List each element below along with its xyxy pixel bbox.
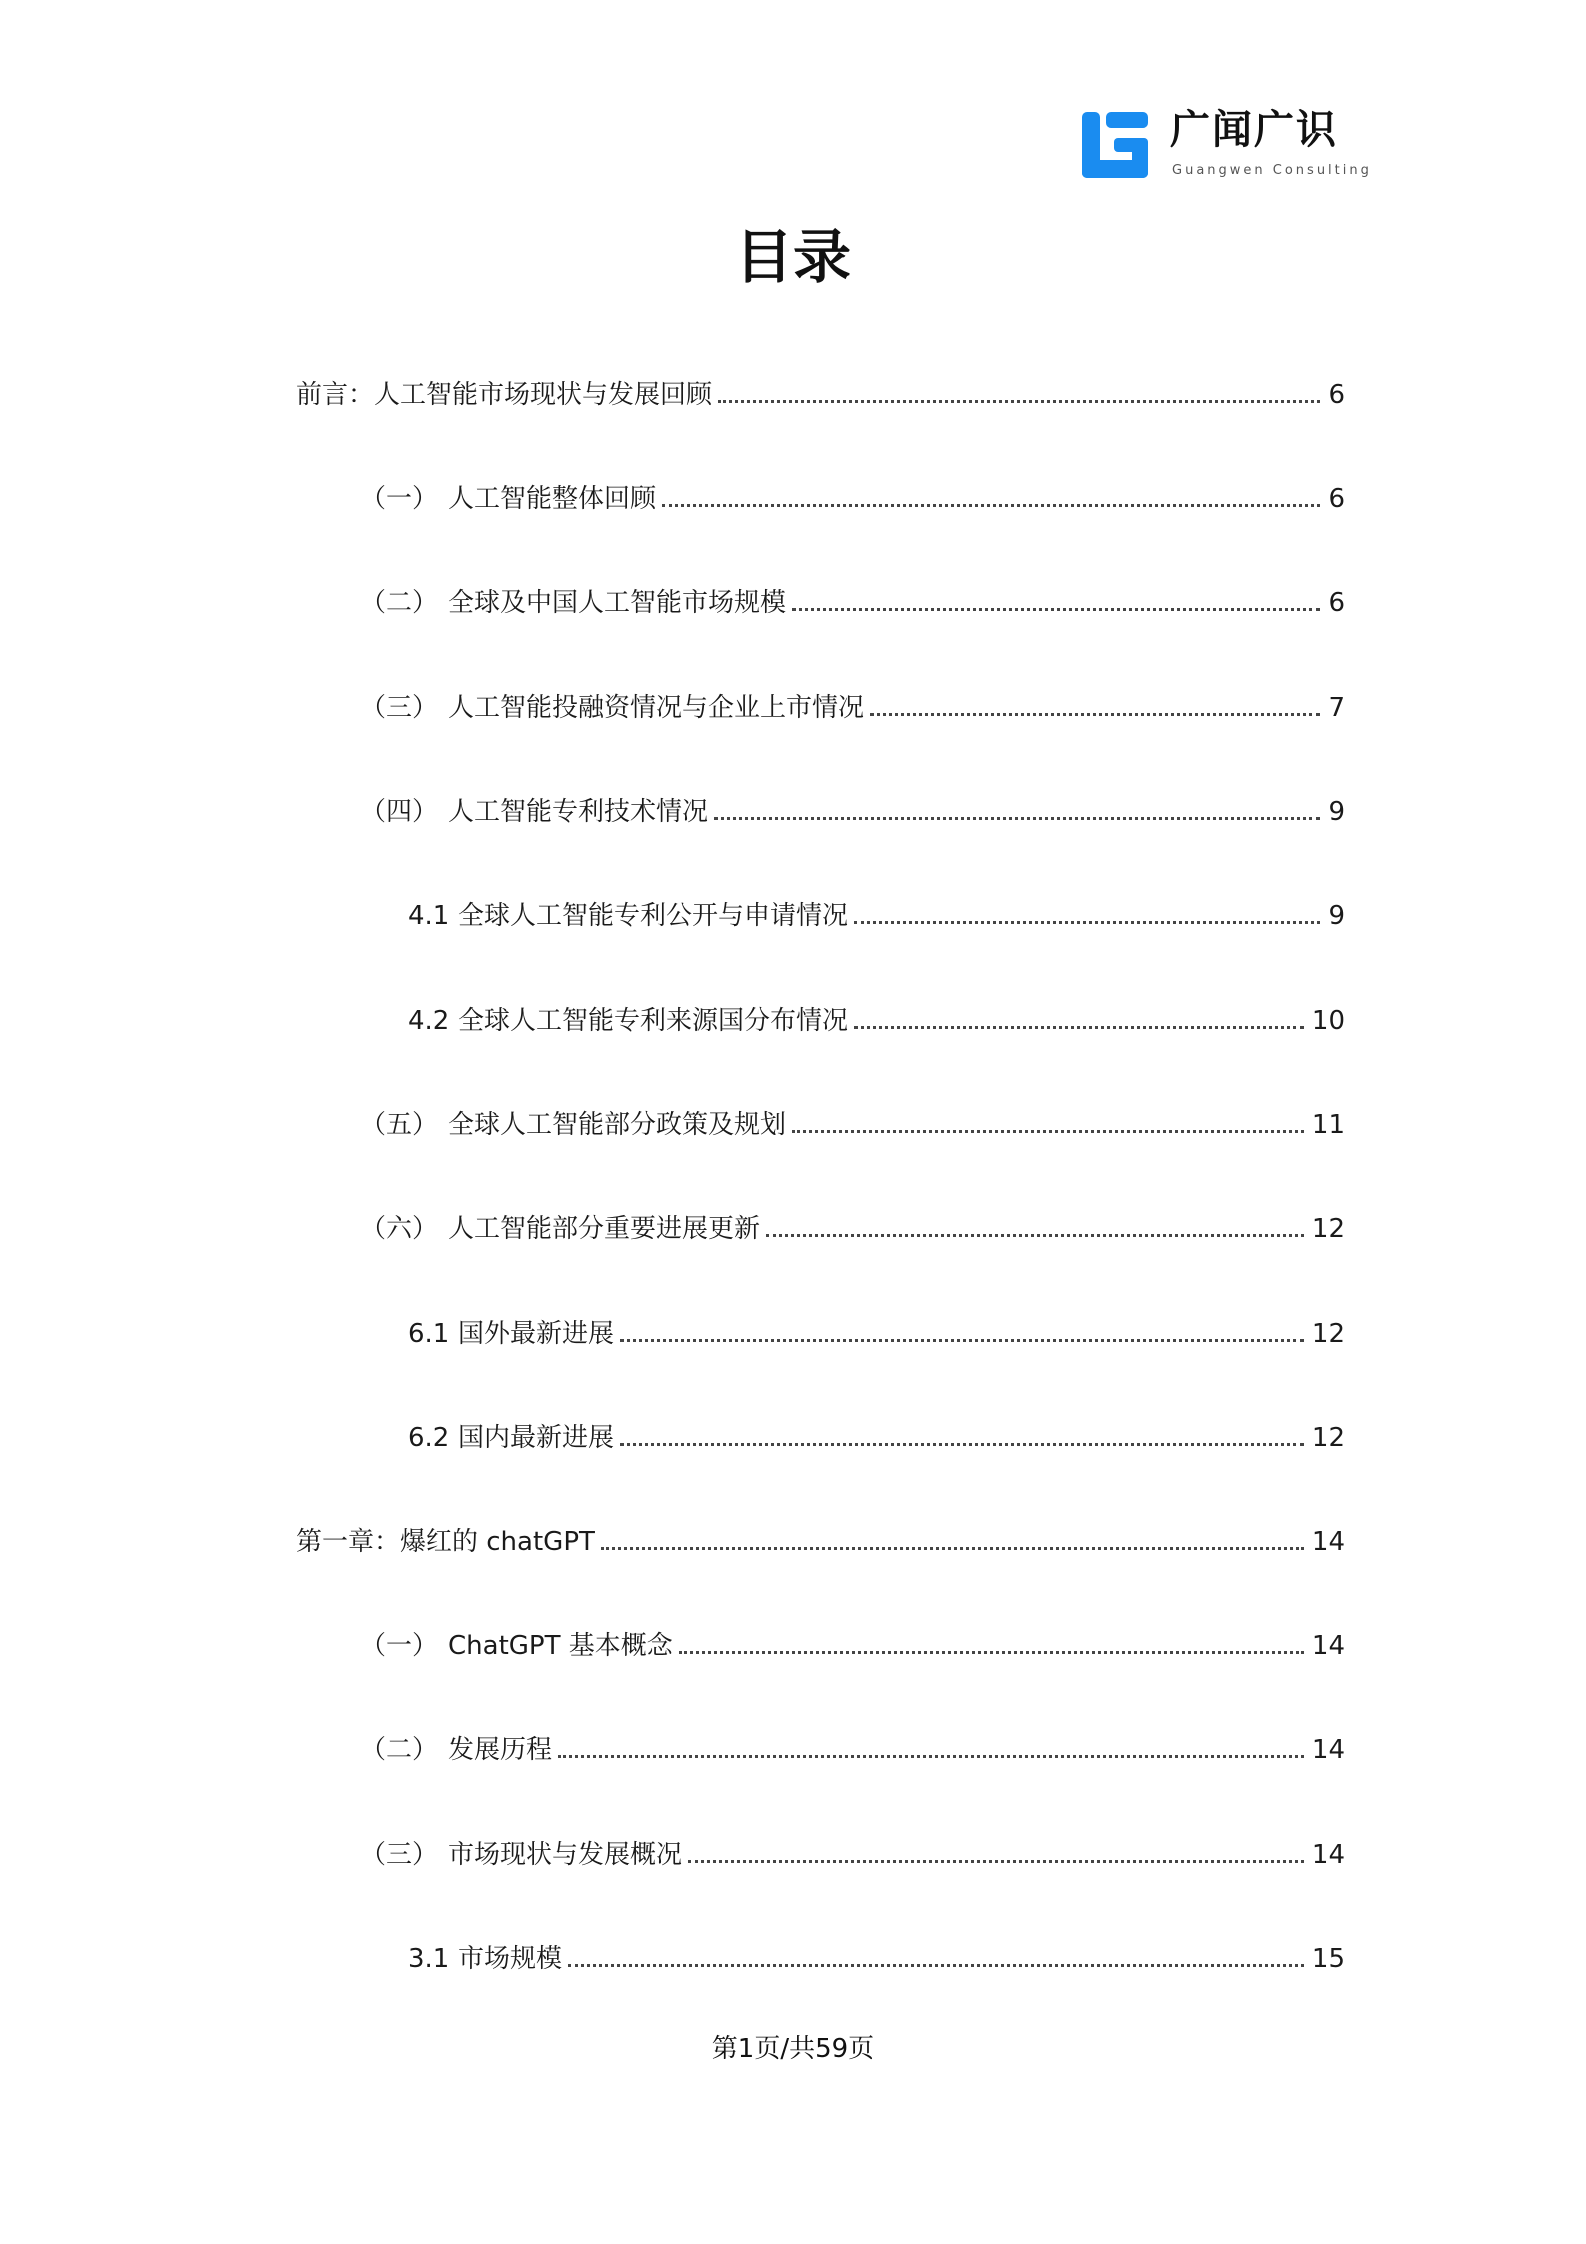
- toc-entry[interactable]: [360, 1831, 1345, 1871]
- toc-entry[interactable]: [296, 1518, 1345, 1558]
- toc-dot-leader: [792, 608, 1320, 611]
- toc-entry-number: （三）: [360, 692, 439, 723]
- toc-entry[interactable]: [360, 1205, 1345, 1245]
- toc-entry-number: （六）: [360, 1213, 439, 1244]
- toc-dot-leader: [679, 1651, 1304, 1654]
- toc-entry-text: 人工智能部分重要进展更新: [448, 1213, 761, 1244]
- logo-mark-icon: [1082, 112, 1148, 178]
- toc-dot-leader: [662, 504, 1320, 507]
- toc-dot-leader: [601, 1547, 1304, 1550]
- toc-entry-text: 第一章：爆红的 chatGPT: [296, 1526, 595, 1557]
- toc-entry[interactable]: [408, 997, 1345, 1037]
- toc-entry-text: 全球人工智能专利来源国分布情况: [458, 1005, 849, 1036]
- toc-entry-number: 4.1: [408, 900, 450, 931]
- page-footer-pagination: 第1页/共59页: [711, 2034, 875, 2064]
- toc-dot-leader: [766, 1234, 1304, 1237]
- toc-dot-leader: [714, 817, 1320, 820]
- toc-entry[interactable]: [360, 788, 1345, 828]
- toc-entry-text: 国内最新进展: [458, 1422, 615, 1453]
- toc-entry-number: （二）: [360, 587, 439, 618]
- toc-entry[interactable]: [360, 684, 1345, 724]
- toc-page-number: 12: [1311, 1422, 1345, 1453]
- toc-dot-leader: [718, 400, 1320, 403]
- logo-chinese-name: 广闻广识: [1170, 107, 1338, 153]
- toc-entry-text: 国外最新进展: [458, 1318, 615, 1349]
- toc-entry-number: （一）: [360, 1630, 439, 1661]
- toc-page-number: 6: [1328, 587, 1345, 618]
- toc-dot-leader: [568, 1964, 1304, 1967]
- toc-page-number: 14: [1311, 1839, 1345, 1870]
- toc-entry-text: 市场现状与发展概况: [448, 1839, 683, 1870]
- toc-entry-number: 6.2: [408, 1422, 450, 1453]
- logo-english-name: Guangwen Consulting: [1172, 163, 1372, 178]
- toc-page-number: 14: [1311, 1734, 1345, 1765]
- toc-entry[interactable]: [296, 371, 1345, 411]
- toc-page-number: 12: [1311, 1318, 1345, 1349]
- toc-entry-number: （五）: [360, 1109, 439, 1140]
- toc-page-number: 7: [1328, 692, 1345, 723]
- toc-dot-leader: [558, 1755, 1304, 1758]
- page-title: 目录: [734, 223, 851, 291]
- toc-page-number: 9: [1328, 900, 1345, 931]
- toc-page-number: 15: [1311, 1943, 1345, 1974]
- toc-entry-text: 全球及中国人工智能市场规模: [448, 587, 787, 618]
- toc-page-number: 6: [1328, 483, 1345, 514]
- toc-entry-number: 6.1: [408, 1318, 450, 1349]
- toc-dot-leader: [620, 1443, 1304, 1446]
- toc-dot-leader: [854, 1026, 1304, 1029]
- toc-entry-text: 人工智能整体回顾: [448, 483, 657, 514]
- toc-entry-text: 人工智能专利技术情况: [448, 796, 709, 827]
- toc-entry-text: 全球人工智能专利公开与申请情况: [458, 900, 849, 931]
- brand-logo: [1082, 107, 1372, 184]
- toc-entry[interactable]: [360, 579, 1345, 619]
- toc-entry[interactable]: [408, 1310, 1345, 1350]
- toc-entry[interactable]: [360, 475, 1345, 515]
- toc-page-number: 12: [1311, 1213, 1345, 1244]
- toc-entry[interactable]: [408, 1935, 1345, 1975]
- toc-page-number: 9: [1328, 796, 1345, 827]
- toc-page-number: 10: [1311, 1005, 1345, 1036]
- toc-entry[interactable]: [408, 1414, 1345, 1454]
- toc-entry-text: ChatGPT 基本概念: [448, 1630, 673, 1661]
- toc-entry-text: 发展历程: [448, 1734, 553, 1765]
- toc-entry-number: （二）: [360, 1734, 439, 1765]
- toc-entry[interactable]: [360, 1101, 1345, 1141]
- toc-dot-leader: [870, 713, 1320, 716]
- toc-entry-text: 前言：人工智能市场现状与发展回顾: [296, 379, 713, 410]
- toc-entry-text: 人工智能投融资情况与企业上市情况: [448, 692, 865, 723]
- toc-page-number: 14: [1311, 1630, 1345, 1661]
- toc-entry[interactable]: [408, 892, 1345, 932]
- toc-page-number: 11: [1311, 1109, 1345, 1140]
- toc-entry-text: 市场规模: [458, 1943, 563, 1974]
- toc-entry-number: （三）: [360, 1839, 439, 1870]
- toc-entry-number: （一）: [360, 483, 439, 514]
- toc-dot-leader: [854, 921, 1320, 924]
- toc-entry-number: 4.2: [408, 1005, 450, 1036]
- toc-dot-leader: [688, 1860, 1304, 1863]
- toc-dot-leader: [620, 1339, 1304, 1342]
- toc-entry-number: 3.1: [408, 1943, 450, 1974]
- toc-entry[interactable]: [360, 1622, 1345, 1662]
- toc-entry-number: （四）: [360, 796, 439, 827]
- toc-page-number: 6: [1328, 379, 1345, 410]
- toc-dot-leader: [792, 1130, 1304, 1133]
- toc-entry-text: 全球人工智能部分政策及规划: [448, 1109, 787, 1140]
- toc-entry[interactable]: [360, 1726, 1345, 1766]
- toc-page-number: 14: [1311, 1526, 1345, 1557]
